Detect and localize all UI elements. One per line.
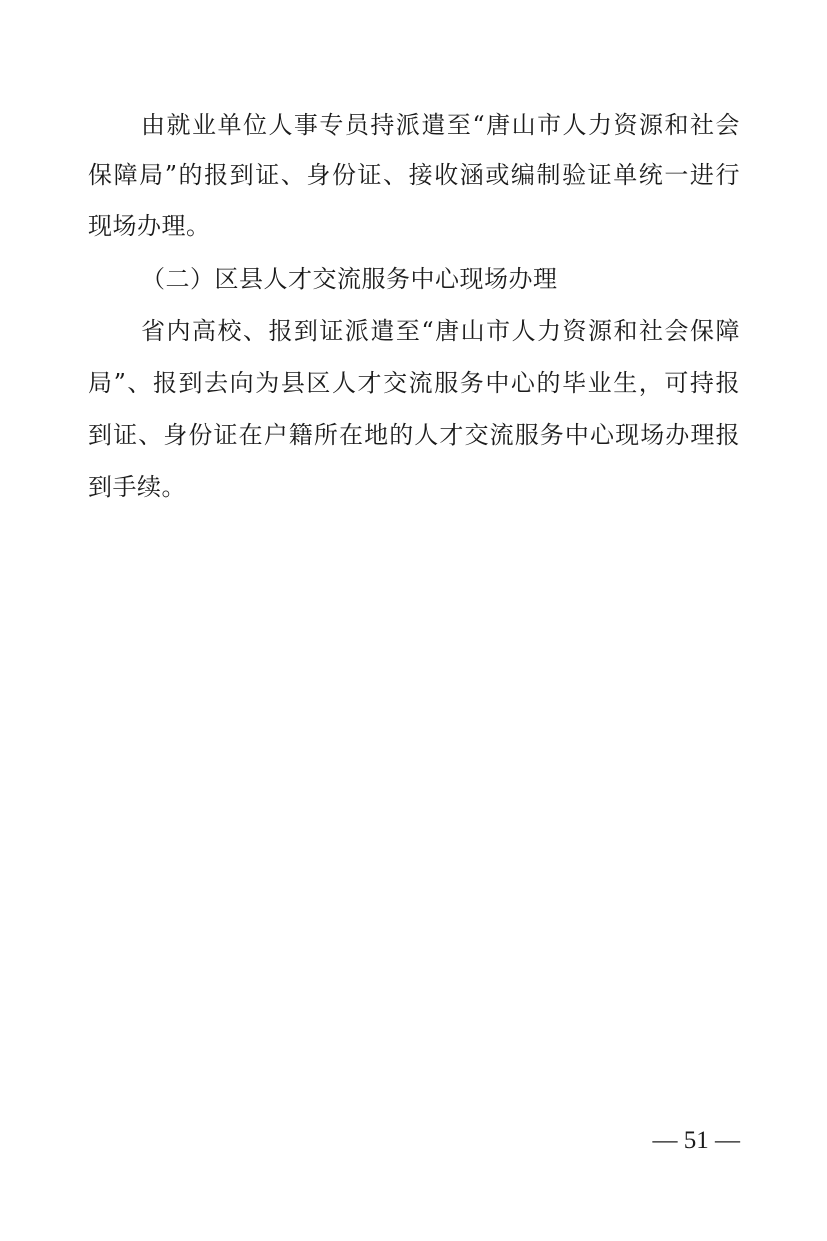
page-number: — 51 — [652,1127,740,1154]
paragraph-2-line-4: 到手续。 [88,473,186,501]
paragraph-2-line-2: 局”、报到去向为县区人才交流服务中心的毕业生，可持报 [88,369,740,397]
paragraph-1-line-3: 现场办理。 [88,212,211,240]
paragraph-2-line-1: 省内高校、报到证派遣至“唐山市人力资源和社会保障 [141,317,740,345]
paragraph-1-line-1: 由就业单位人事专员持派遣至“唐山市人力资源和社会 [141,111,740,139]
paragraph-2-line-3: 到证、身份证在户籍所在地的人才交流服务中心现场办理报 [88,421,740,449]
paragraph-1-line-2: 保障局”的报到证、身份证、接收涵或编制验证单统一进行 [88,161,740,189]
section-heading: （二）区县人才交流服务中心现场办理 [141,265,558,293]
